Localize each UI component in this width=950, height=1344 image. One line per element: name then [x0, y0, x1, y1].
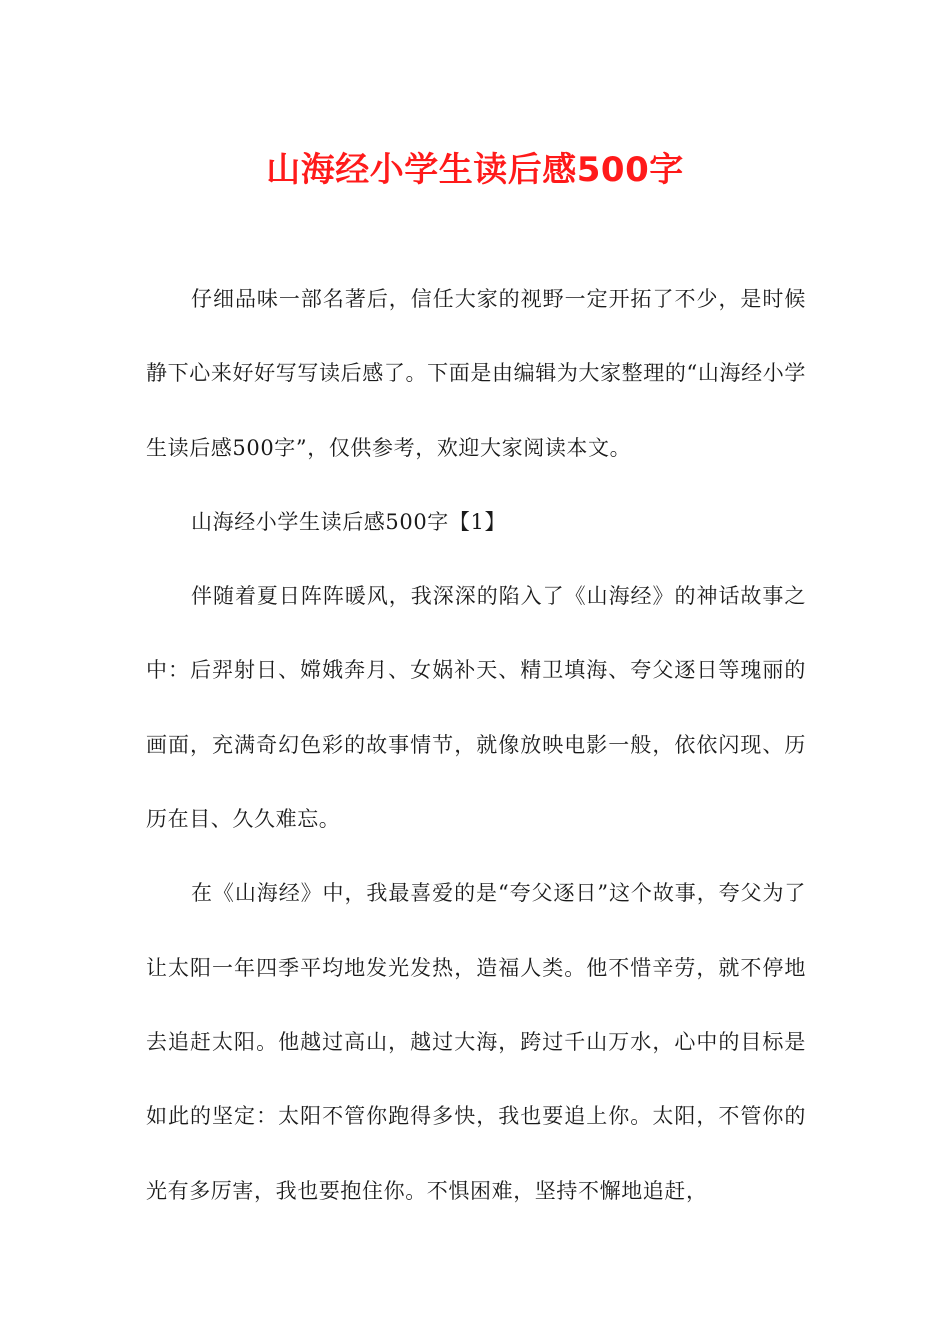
body-paragraph: 伴随着夏日阵阵暖风，我深深的陷入了《山海经》的神话故事之中：后羿射日、嫦娥奔月、女娲补天、精卫填海、夸父逐日等瑰丽的画面，充满奇幻色彩的故事情节，就像放映电影一般，依依闪现、历历在目、久久难忘。 — [146, 584, 806, 832]
body-paragraph: 在《山海经》中，我最喜爱的是“夸父逐日”这个故事，夸父为了让太阳一年四季平均地发光发热，造福人类。他不惜辛劳，就不停地去追赶太阳。他越过高山，越过大海，跨过千山万水，心中的目标是如此的坚定：太阳不管你跑得多快，我也要追上你。太阳，不管你的光有多厉害，我也要抱住你。不惧困难，坚持不懈地追赶， — [146, 881, 806, 1203]
section-heading: 山海经小学生读后感500字【1】 — [191, 509, 507, 534]
intro-paragraph: 仔细品味一部名著后，信任大家的视野一定开拓了不少，是时候静下心来好好写写读后感了。下面是由编辑为大家整理的“山海经小学生读后感500字”，仅供参考，欢迎大家阅读本文。 — [146, 287, 806, 460]
document-body — [146, 262, 806, 1228]
document-title: 山海经小学生读后感500字 — [266, 150, 684, 190]
